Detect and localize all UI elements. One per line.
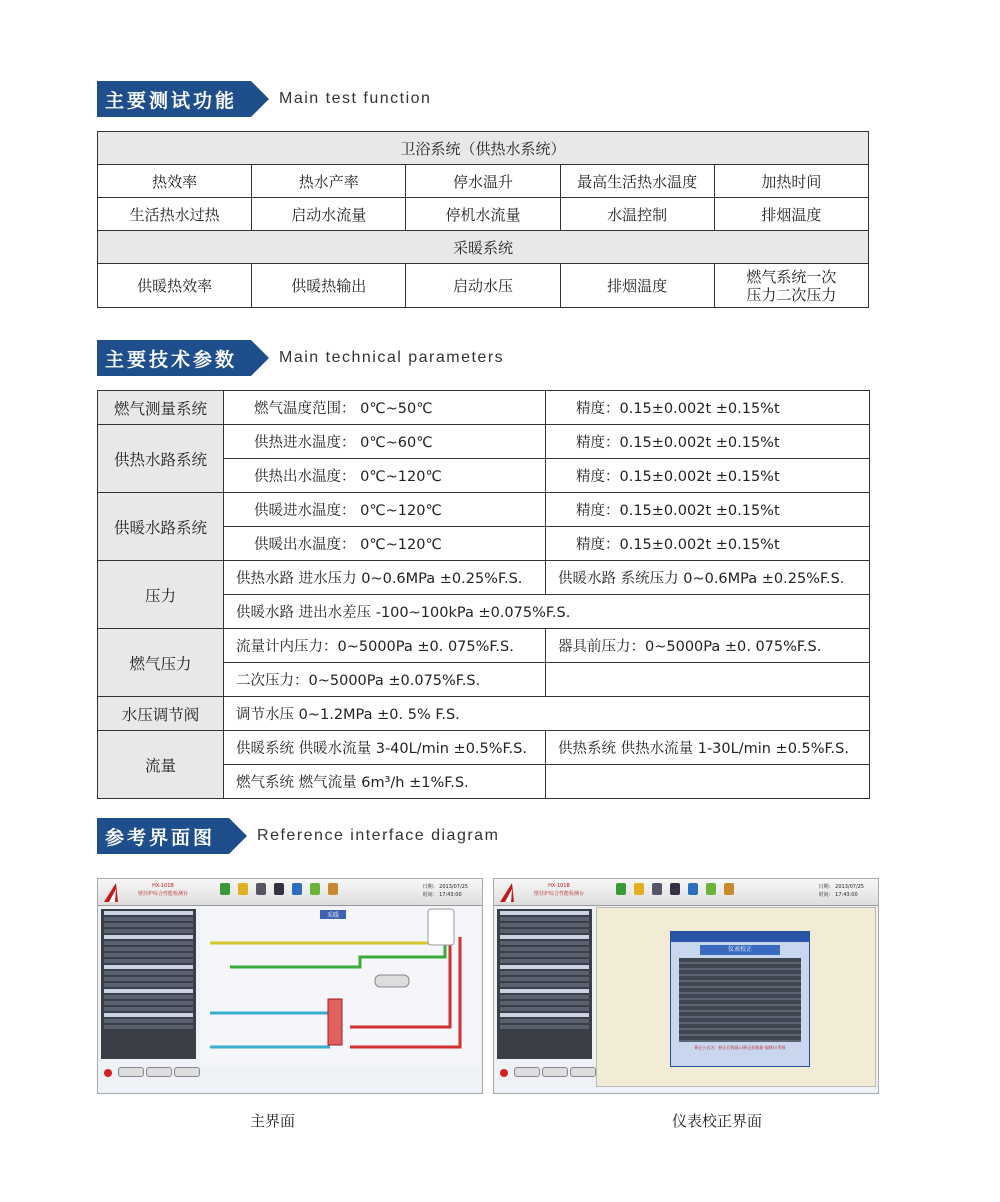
function-cell-line: 压力二次压力 (746, 285, 837, 304)
param-range: 燃气温度范围： 0℃~50℃ (224, 391, 546, 425)
function-cell (714, 264, 868, 308)
stop-indicator-icon (104, 1069, 112, 1077)
param-accuracy: 精度：0.15±0.002t ±0.15%t (546, 493, 870, 527)
exit-icon[interactable] (724, 883, 734, 895)
group-header: 采暖系统 (98, 231, 869, 264)
function-cell: 最高生活热水温度 (560, 165, 714, 198)
settings-icon[interactable] (688, 883, 698, 895)
param-category: 供热水路系统 (98, 425, 224, 493)
datetime-display (819, 883, 864, 899)
calibration-table (679, 958, 801, 1042)
param-value: 燃气系统 燃气流量 6m³/h ±1%F.S. (224, 765, 546, 799)
user-icon[interactable] (706, 883, 716, 895)
function-cell: 停水温升 (406, 165, 560, 198)
logo-icon (102, 881, 120, 903)
section-badge: 主要技术参数 (97, 340, 251, 376)
start-icon[interactable] (616, 883, 626, 895)
param-value: 流量计内压力：0~5000Pa ±0. 075%F.S. (224, 629, 546, 663)
param-value: 供暖系统 供暖水流量 3-40L/min ±0.5%F.S. (224, 731, 546, 765)
empty-cell (546, 663, 870, 697)
logo-icon (498, 881, 516, 903)
function-cell: 热水产率 (252, 165, 406, 198)
function-cell: 生活热水过热 (98, 198, 252, 231)
section-badge: 主要测试功能 (97, 81, 251, 117)
section-subtitle: Main test function (279, 90, 432, 107)
exit-icon[interactable] (328, 883, 338, 895)
param-category: 燃气压力 (98, 629, 224, 697)
system-diagram (200, 907, 480, 1067)
main-interface-caption: 主界面 (250, 1112, 296, 1130)
section-header-params (97, 340, 504, 376)
function-cell: 供暖热输出 (252, 264, 406, 308)
function-cell: 排烟温度 (560, 264, 714, 308)
param-accuracy: 精度：0.15±0.002t ±0.15%t (546, 391, 870, 425)
function-cell-line: 燃气系统一次 (746, 267, 837, 286)
param-value: 供暖水路 进出水差压 -100~100kPa ±0.075%F.S. (224, 595, 870, 629)
section-header-functions (97, 81, 431, 117)
params-table (97, 390, 870, 799)
param-category: 供暖水路系统 (98, 493, 224, 561)
param-value: 调节水压 0~1.2MPa ±0. 5% F.S. (224, 697, 870, 731)
param-accuracy: 精度：0.15±0.002t ±0.15%t (546, 459, 870, 493)
end-test-button[interactable] (570, 1067, 596, 1077)
param-range: 供暖出水温度： 0℃~120℃ (224, 527, 546, 561)
function-cell: 启动水压 (406, 264, 560, 308)
param-range: 供暖进水温度： 0℃~120℃ (224, 493, 546, 527)
param-category: 压力 (98, 561, 224, 629)
calibration-screenshot (493, 878, 879, 1094)
main-interface-screenshot (97, 878, 483, 1094)
warning-icon[interactable] (238, 883, 248, 895)
time-display: 时间： 17:43:00 (422, 892, 462, 898)
param-value: 器具前压力：0~5000Pa ±0. 075%F.S. (546, 629, 870, 663)
datetime-display (423, 883, 468, 899)
app-toolbar (98, 879, 482, 906)
warning-icon[interactable] (634, 883, 644, 895)
param-value: 供热系统 供热水流量 1-30L/min ±0.5%F.S. (546, 731, 870, 765)
function-cell: 排烟温度 (714, 198, 868, 231)
dialog-title: 仪表校正 (700, 945, 780, 955)
empty-cell (546, 765, 870, 799)
group-header: 卫浴系统（供热水系统） (98, 132, 869, 165)
app-subtitle: 壁挂炉综合性能检测台 (534, 891, 585, 897)
param-range: 供热进水温度： 0℃~60℃ (224, 425, 546, 459)
settings-icon[interactable] (292, 883, 302, 895)
app-title: HX-101B (548, 883, 570, 889)
function-cell: 水温控制 (560, 198, 714, 231)
data-panel (497, 909, 592, 1059)
dialog-note: 修正公式为：修正后数据=(修正前数据-偏移)×系数 (694, 1045, 786, 1050)
start-test-button[interactable] (514, 1067, 540, 1077)
section-subtitle: Reference interface diagram (257, 827, 500, 844)
stop-test-button[interactable] (146, 1067, 172, 1077)
section-header-interface (97, 818, 499, 854)
param-value: 二次压力：0~5000Pa ±0.075%F.S. (224, 663, 546, 697)
section-badge: 参考界面图 (97, 818, 229, 854)
param-range: 供热出水温度： 0℃~120℃ (224, 459, 546, 493)
function-cell: 停机水流量 (406, 198, 560, 231)
date-display: 日期： 2013/07/25 (818, 884, 864, 890)
app-toolbar (494, 879, 878, 906)
function-cell: 供暖热效率 (98, 264, 252, 308)
user-icon[interactable] (310, 883, 320, 895)
param-value: 供热水路 进水压力 0~0.6MPa ±0.25%F.S. (224, 561, 546, 595)
param-category: 燃气测量系统 (98, 391, 224, 425)
app-subtitle: 壁挂炉综合性能检测台 (138, 891, 189, 897)
chart-icon[interactable] (256, 883, 266, 895)
diagram-label: 采暖 (326, 912, 340, 919)
param-accuracy: 精度：0.15±0.002t ±0.15%t (546, 425, 870, 459)
calibration-caption: 仪表校正界面 (672, 1112, 763, 1130)
stop-indicator-icon (500, 1069, 508, 1077)
section-subtitle: Main technical parameters (279, 349, 505, 366)
monitor-icon[interactable] (670, 883, 680, 895)
functions-table (97, 131, 869, 308)
param-accuracy: 精度：0.15±0.002t ±0.15%t (546, 527, 870, 561)
param-value: 供暖水路 系统压力 0~0.6MPa ±0.25%F.S. (546, 561, 870, 595)
date-display: 日期： 2013/07/25 (422, 884, 468, 890)
app-title-block (138, 882, 188, 898)
data-panel (101, 909, 196, 1059)
calibration-dialog (670, 931, 810, 1067)
start-icon[interactable] (220, 883, 230, 895)
app-title: HX-101B (152, 883, 174, 889)
function-cell: 热效率 (98, 165, 252, 198)
end-test-button[interactable] (174, 1067, 200, 1077)
start-test-button[interactable] (118, 1067, 144, 1077)
param-category: 流量 (98, 731, 224, 799)
monitor-icon[interactable] (274, 883, 284, 895)
function-cell: 启动水流量 (252, 198, 406, 231)
stop-test-button[interactable] (542, 1067, 568, 1077)
chart-icon[interactable] (652, 883, 662, 895)
app-title-block (534, 882, 584, 898)
function-cell: 加热时间 (714, 165, 868, 198)
time-display: 时间： 17:43:00 (818, 892, 858, 898)
param-category: 水压调节阀 (98, 697, 224, 731)
